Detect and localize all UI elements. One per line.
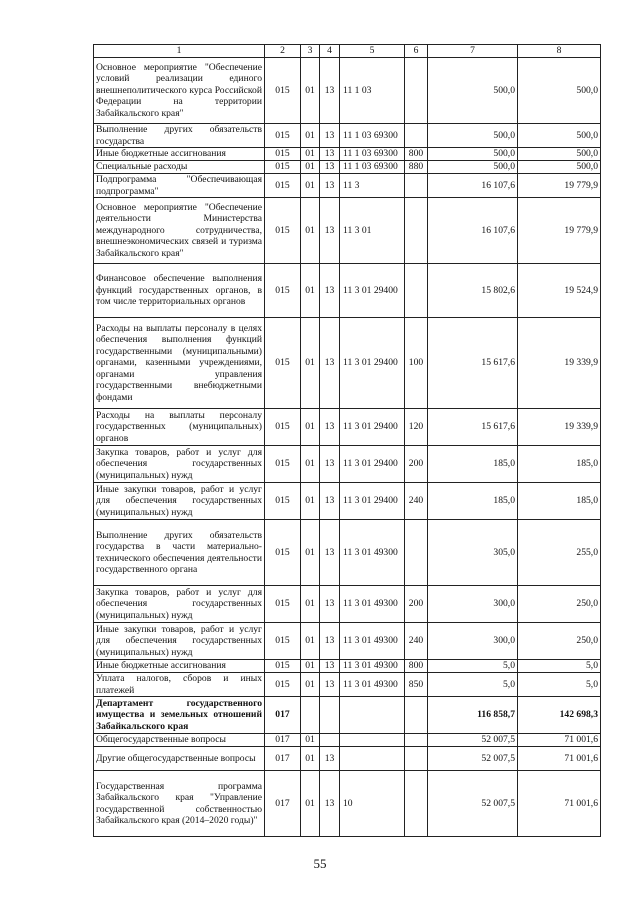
cell-name: Иные бюджетные ассигнования — [94, 148, 265, 161]
cell-target-code: 11 1 03 69300 — [340, 124, 405, 148]
cell-amount-col7: 52 007,5 — [428, 747, 518, 771]
cell-expense-type — [405, 198, 428, 264]
cell-subsection: 13 — [320, 409, 340, 446]
table-row — [94, 161, 601, 174]
cell-expense-type — [405, 747, 428, 771]
cell-admin-code: 015 — [265, 520, 301, 586]
cell-expense-type — [405, 264, 428, 318]
cell-amount-col8: 250,0 — [518, 623, 601, 660]
cell-section: 01 — [301, 264, 320, 318]
cell-name: Уплата налогов, сборов и иных платежей — [94, 673, 265, 697]
cell-subsection: 13 — [320, 586, 340, 623]
header-row — [94, 45, 601, 58]
cell-amount-col8: 500,0 — [518, 58, 601, 124]
cell-subsection: 13 — [320, 58, 340, 124]
cell-target-code: 11 3 01 29400 — [340, 483, 405, 520]
column-header: 6 — [405, 45, 428, 58]
cell-amount-col7: 500,0 — [428, 58, 518, 124]
cell-section: 01 — [301, 483, 320, 520]
cell-section: 01 — [301, 660, 320, 673]
table-row — [94, 623, 601, 660]
cell-amount-col7: 300,0 — [428, 586, 518, 623]
cell-amount-col7: 300,0 — [428, 623, 518, 660]
cell-section: 01 — [301, 124, 320, 148]
cell-name: Закупка товаров, работ и услуг для обеспечения государственных (муниципальных) нужд — [94, 586, 265, 623]
cell-admin-code: 015 — [265, 673, 301, 697]
cell-amount-col7: 16 107,6 — [428, 198, 518, 264]
cell-admin-code: 015 — [265, 264, 301, 318]
table-row — [94, 318, 601, 409]
cell-name: Департамент государственного имущества и земельных отношений Забайкальского края — [94, 697, 265, 734]
column-header: 2 — [265, 45, 301, 58]
cell-name: Выполнение других обязательств государства в части материально-технического обеспечения деятельности государственного органа — [94, 520, 265, 586]
cell-expense-type: 240 — [405, 483, 428, 520]
cell-amount-col7: 185,0 — [428, 483, 518, 520]
cell-amount-col8: 500,0 — [518, 148, 601, 161]
budget-table — [93, 44, 601, 837]
cell-amount-col7: 52 007,5 — [428, 734, 518, 747]
cell-amount-col8: 5,0 — [518, 660, 601, 673]
cell-amount-col8: 185,0 — [518, 446, 601, 483]
cell-expense-type — [405, 174, 428, 198]
cell-amount-col7: 500,0 — [428, 148, 518, 161]
cell-amount-col8: 19 779,9 — [518, 198, 601, 264]
cell-amount-col8: 185,0 — [518, 483, 601, 520]
cell-subsection: 13 — [320, 148, 340, 161]
cell-target-code: 11 3 01 49300 — [340, 586, 405, 623]
cell-amount-col8: 142 698,3 — [518, 697, 601, 734]
cell-section: 01 — [301, 446, 320, 483]
table-row — [94, 446, 601, 483]
column-header: 1 — [94, 45, 265, 58]
cell-amount-col7: 15 617,6 — [428, 318, 518, 409]
cell-amount-col8: 19 779,9 — [518, 174, 601, 198]
cell-expense-type — [405, 58, 428, 124]
cell-admin-code: 015 — [265, 148, 301, 161]
cell-target-code: 11 3 — [340, 174, 405, 198]
cell-subsection: 13 — [320, 747, 340, 771]
cell-subsection — [320, 734, 340, 747]
cell-expense-type: 880 — [405, 161, 428, 174]
cell-name: Иные закупки товаров, работ и услуг для обеспечения государственных (муниципальных) нужд — [94, 483, 265, 520]
cell-amount-col8: 5,0 — [518, 673, 601, 697]
cell-amount-col7: 500,0 — [428, 124, 518, 148]
cell-amount-col8: 255,0 — [518, 520, 601, 586]
cell-amount-col7: 16 107,6 — [428, 174, 518, 198]
cell-amount-col7: 116 858,7 — [428, 697, 518, 734]
cell-target-code: 11 3 01 29400 — [340, 446, 405, 483]
cell-amount-col7: 15 617,6 — [428, 409, 518, 446]
cell-target-code: 11 3 01 29400 — [340, 318, 405, 409]
cell-subsection: 13 — [320, 264, 340, 318]
cell-subsection — [320, 697, 340, 734]
table-body — [94, 58, 601, 837]
cell-name: Другие общегосударственные вопросы — [94, 747, 265, 771]
cell-target-code: 11 3 01 29400 — [340, 409, 405, 446]
column-header: 3 — [301, 45, 320, 58]
cell-admin-code: 015 — [265, 161, 301, 174]
cell-section: 01 — [301, 623, 320, 660]
table-row — [94, 697, 601, 734]
table-row — [94, 660, 601, 673]
cell-section: 01 — [301, 148, 320, 161]
cell-amount-col7: 185,0 — [428, 446, 518, 483]
cell-target-code: 11 1 03 69300 — [340, 161, 405, 174]
cell-target-code: 11 3 01 29400 — [340, 264, 405, 318]
cell-target-code: 11 1 03 — [340, 58, 405, 124]
cell-name: Финансовое обеспечение выполнения функций государственных органов, в том числе территориальных органов — [94, 264, 265, 318]
cell-amount-col8: 500,0 — [518, 124, 601, 148]
cell-name: Основное мероприятие "Обеспечение условий реализации единого внешнеполитического курса Российской Федерации на территории Забайкальского края" — [94, 58, 265, 124]
column-header: 7 — [428, 45, 518, 58]
cell-section: 01 — [301, 58, 320, 124]
page-number: 55 — [313, 856, 327, 871]
cell-name: Выполнение других обязательств государства — [94, 124, 265, 148]
cell-section: 01 — [301, 734, 320, 747]
cell-subsection: 13 — [320, 520, 340, 586]
cell-name: Подпрограмма "Обеспечивающая подпрограмма" — [94, 174, 265, 198]
table-row — [94, 264, 601, 318]
cell-amount-col8: 71 001,6 — [518, 734, 601, 747]
cell-subsection: 13 — [320, 124, 340, 148]
cell-expense-type: 100 — [405, 318, 428, 409]
cell-name: Общегосударственные вопросы — [94, 734, 265, 747]
cell-name: Закупка товаров, работ и услуг для обеспечения государственных (муниципальных) нужд — [94, 446, 265, 483]
cell-section: 01 — [301, 174, 320, 198]
cell-amount-col8: 250,0 — [518, 586, 601, 623]
cell-name: Основное мероприятие "Обеспечение деятельности Министерства международного сотрудничества, внешнеэкономических связей и туризма Забайкальского края" — [94, 198, 265, 264]
cell-expense-type: 850 — [405, 673, 428, 697]
table-row — [94, 58, 601, 124]
cell-name: Иные бюджетные ассигнования — [94, 660, 265, 673]
cell-expense-type: 240 — [405, 623, 428, 660]
cell-admin-code: 015 — [265, 58, 301, 124]
table-row — [94, 409, 601, 446]
cell-section: 01 — [301, 771, 320, 837]
cell-subsection: 13 — [320, 483, 340, 520]
cell-admin-code: 015 — [265, 124, 301, 148]
cell-target-code: 11 3 01 49300 — [340, 673, 405, 697]
table-row — [94, 174, 601, 198]
cell-subsection: 13 — [320, 673, 340, 697]
cell-expense-type — [405, 734, 428, 747]
cell-subsection: 13 — [320, 771, 340, 837]
table-row — [94, 771, 601, 837]
cell-section: 01 — [301, 198, 320, 264]
column-header: 5 — [340, 45, 405, 58]
cell-section: 01 — [301, 409, 320, 446]
cell-expense-type — [405, 771, 428, 837]
cell-amount-col8: 500,0 — [518, 161, 601, 174]
cell-expense-type: 800 — [405, 660, 428, 673]
table-row — [94, 483, 601, 520]
cell-target-code — [340, 734, 405, 747]
cell-admin-code: 015 — [265, 623, 301, 660]
cell-name: Расходы на выплаты персоналу государственных (муниципальных) органов — [94, 409, 265, 446]
cell-amount-col7: 15 802,6 — [428, 264, 518, 318]
cell-admin-code: 017 — [265, 747, 301, 771]
cell-target-code: 11 3 01 49300 — [340, 623, 405, 660]
cell-admin-code: 015 — [265, 483, 301, 520]
cell-section: 01 — [301, 673, 320, 697]
cell-subsection: 13 — [320, 174, 340, 198]
cell-admin-code: 015 — [265, 198, 301, 264]
table-row — [94, 124, 601, 148]
cell-amount-col8: 19 524,9 — [518, 264, 601, 318]
cell-admin-code: 015 — [265, 318, 301, 409]
cell-target-code: 11 3 01 49300 — [340, 660, 405, 673]
cell-section — [301, 697, 320, 734]
cell-section: 01 — [301, 161, 320, 174]
column-header: 4 — [320, 45, 340, 58]
cell-subsection: 13 — [320, 660, 340, 673]
cell-expense-type: 800 — [405, 148, 428, 161]
cell-target-code: 11 3 01 — [340, 198, 405, 264]
cell-expense-type: 120 — [405, 409, 428, 446]
cell-expense-type — [405, 124, 428, 148]
cell-amount-col7: 5,0 — [428, 660, 518, 673]
table-row — [94, 747, 601, 771]
cell-admin-code: 015 — [265, 446, 301, 483]
cell-amount-col7: 500,0 — [428, 161, 518, 174]
cell-name: Расходы на выплаты персоналу в целях обеспечения выполнения функций государственными (муниципальными) органами, казенными учреждениями, органами управления государственными внебюджетными фондами — [94, 318, 265, 409]
cell-expense-type — [405, 520, 428, 586]
cell-section: 01 — [301, 318, 320, 409]
cell-amount-col8: 71 001,6 — [518, 747, 601, 771]
table-row — [94, 520, 601, 586]
cell-amount-col7: 5,0 — [428, 673, 518, 697]
cell-admin-code: 015 — [265, 660, 301, 673]
cell-section: 01 — [301, 586, 320, 623]
table-row — [94, 673, 601, 697]
cell-target-code — [340, 697, 405, 734]
cell-admin-code: 015 — [265, 586, 301, 623]
cell-admin-code: 015 — [265, 409, 301, 446]
cell-amount-col7: 52 007,5 — [428, 771, 518, 837]
cell-target-code: 10 — [340, 771, 405, 837]
cell-target-code: 11 1 03 69300 — [340, 148, 405, 161]
table-row — [94, 198, 601, 264]
cell-admin-code: 017 — [265, 697, 301, 734]
cell-admin-code: 017 — [265, 734, 301, 747]
cell-name: Иные закупки товаров, работ и услуг для обеспечения государственных (муниципальных) нужд — [94, 623, 265, 660]
cell-admin-code: 015 — [265, 174, 301, 198]
table-row — [94, 148, 601, 161]
cell-amount-col8: 71 001,6 — [518, 771, 601, 837]
cell-amount-col7: 305,0 — [428, 520, 518, 586]
cell-expense-type — [405, 697, 428, 734]
cell-subsection: 13 — [320, 161, 340, 174]
cell-admin-code: 017 — [265, 771, 301, 837]
cell-subsection: 13 — [320, 446, 340, 483]
cell-amount-col8: 19 339,9 — [518, 409, 601, 446]
cell-expense-type: 200 — [405, 586, 428, 623]
cell-target-code — [340, 747, 405, 771]
table-row — [94, 734, 601, 747]
table-row — [94, 586, 601, 623]
cell-section: 01 — [301, 747, 320, 771]
cell-name: Специальные расходы — [94, 161, 265, 174]
cell-name: Государственная программа Забайкальского края "Управление государственной собственностью Забайкальского края (2014–2020 годы)" — [94, 771, 265, 837]
cell-expense-type: 200 — [405, 446, 428, 483]
cell-target-code: 11 3 01 49300 — [340, 520, 405, 586]
cell-subsection: 13 — [320, 318, 340, 409]
cell-section: 01 — [301, 520, 320, 586]
cell-subsection: 13 — [320, 198, 340, 264]
column-header: 8 — [518, 45, 601, 58]
cell-subsection: 13 — [320, 623, 340, 660]
cell-amount-col8: 19 339,9 — [518, 318, 601, 409]
